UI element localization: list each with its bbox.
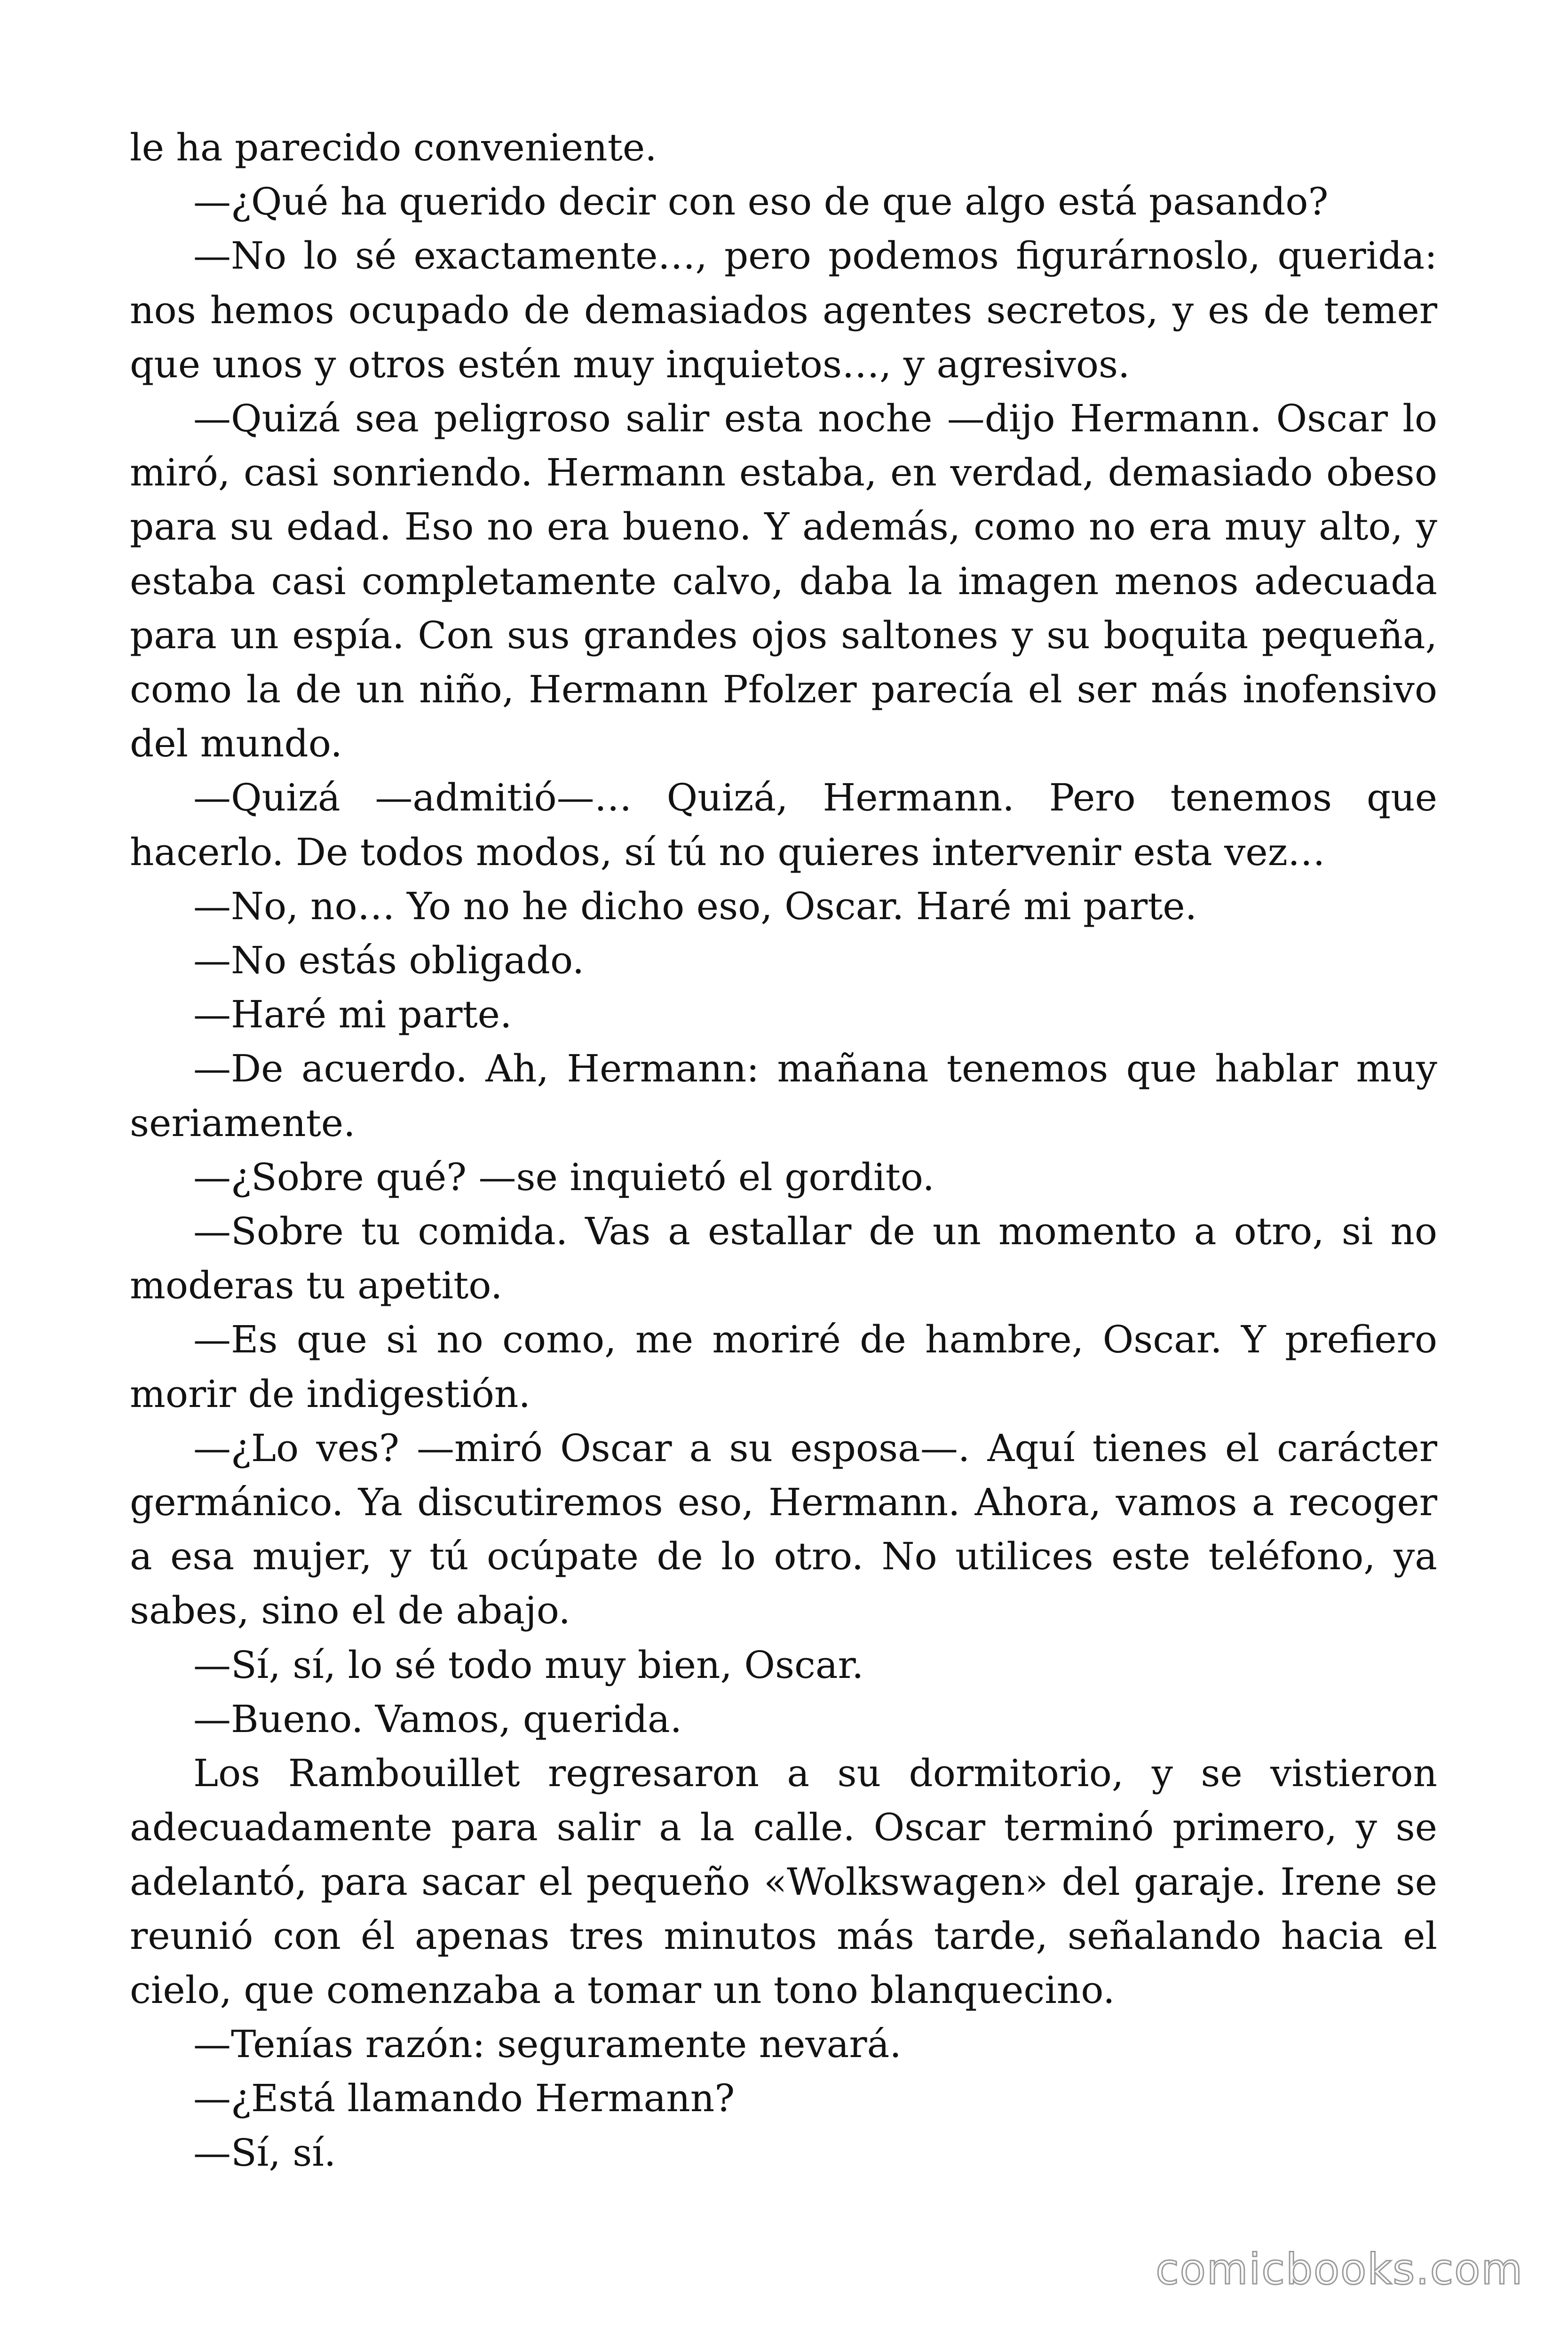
paragraph-8: —Haré mi parte.	[193, 993, 512, 1037]
paragraph-6: —No, no… Yo no he dicho eso, Oscar. Haré mi parte.	[193, 884, 1197, 928]
paragraph-11: —Sobre tu comida. Vas a estallar de un momento a otro, si no moderas tu apetito.	[130, 1209, 1437, 1308]
paragraph-19: —Sí, sí.	[193, 2130, 336, 2175]
paragraph-3: —No lo sé exactamente…, pero podemos figurárnoslo, querida: nos hemos ocupado de demasiados agentes secretos, y es de temer que unos y otros estén muy inquietos…, y agresivos.	[130, 234, 1437, 386]
paragraph-15: —Bueno. Vamos, querida.	[193, 1697, 682, 1741]
body-text	[130, 120, 1437, 2180]
watermark: comicbooks.com	[1156, 2245, 1523, 2294]
paragraph-1: le ha parecido conveniente.	[130, 126, 657, 169]
paragraph-12: —Es que si no como, me moriré de hambre, Oscar. Y prefiero morir de indigestión.	[130, 1318, 1437, 1416]
paragraph-14: —Sí, sí, lo sé todo muy bien, Oscar.	[193, 1643, 864, 1687]
paragraph-5: —Quizá —admitió—… Quizá, Hermann. Pero tenemos que hacerlo. De todos modos, sí tú no quieres intervenir esta vez…	[130, 776, 1437, 874]
paragraph-7: —No estás obligado.	[193, 938, 585, 983]
paragraph-10: —¿Sobre qué? —se inquietó el gordito.	[193, 1155, 934, 1199]
paragraph-4: —Quizá sea peligroso salir esta noche —dijo Hermann. Oscar lo miró, casi sonriendo. Hermann estaba, en verdad, demasiado obeso para su edad. Eso no era bueno. Y además, como no era muy alto, y estaba casi completamente calvo, daba la imagen menos adecuada para un espía. Con sus grandes ojos saltones y su boquita pequeña, como la de un niño, Hermann Pfolzer parecía el ser más inofensivo del mundo.	[130, 397, 1437, 766]
paragraph-9: —De acuerdo. Ah, Hermann: mañana tenemos que hablar muy seriamente.	[130, 1047, 1437, 1145]
paragraph-2: —¿Qué ha querido decir con eso de que algo está pasando?	[193, 180, 1329, 224]
paragraph-13: —¿Lo ves? —miró Oscar a su esposa—. Aquí tienes el carácter germánico. Ya discutiremos eso, Hermann. Ahora, vamos a recoger a esa mujer, y tú ocúpate de lo otro. No utilices este teléfono, ya sabes, sino el de abajo.	[130, 1426, 1437, 1633]
paragraph-18: —¿Está llamando Hermann?	[193, 2076, 735, 2121]
paragraph-17: —Tenías razón: seguramente nevará.	[193, 2022, 902, 2066]
paragraph-16: Los Rambouillet regresaron a su dormitorio, y se vistieron adecuadamente para salir a la calle. Oscar terminó primero, y se adelantó, para sacar el pequeño «Wolkswagen» del garaje. Irene se reunió con él apenas tres minutos más tarde, señalando hacia el cielo, que comenzaba a tomar un tono blanquecino.	[130, 1751, 1437, 2012]
